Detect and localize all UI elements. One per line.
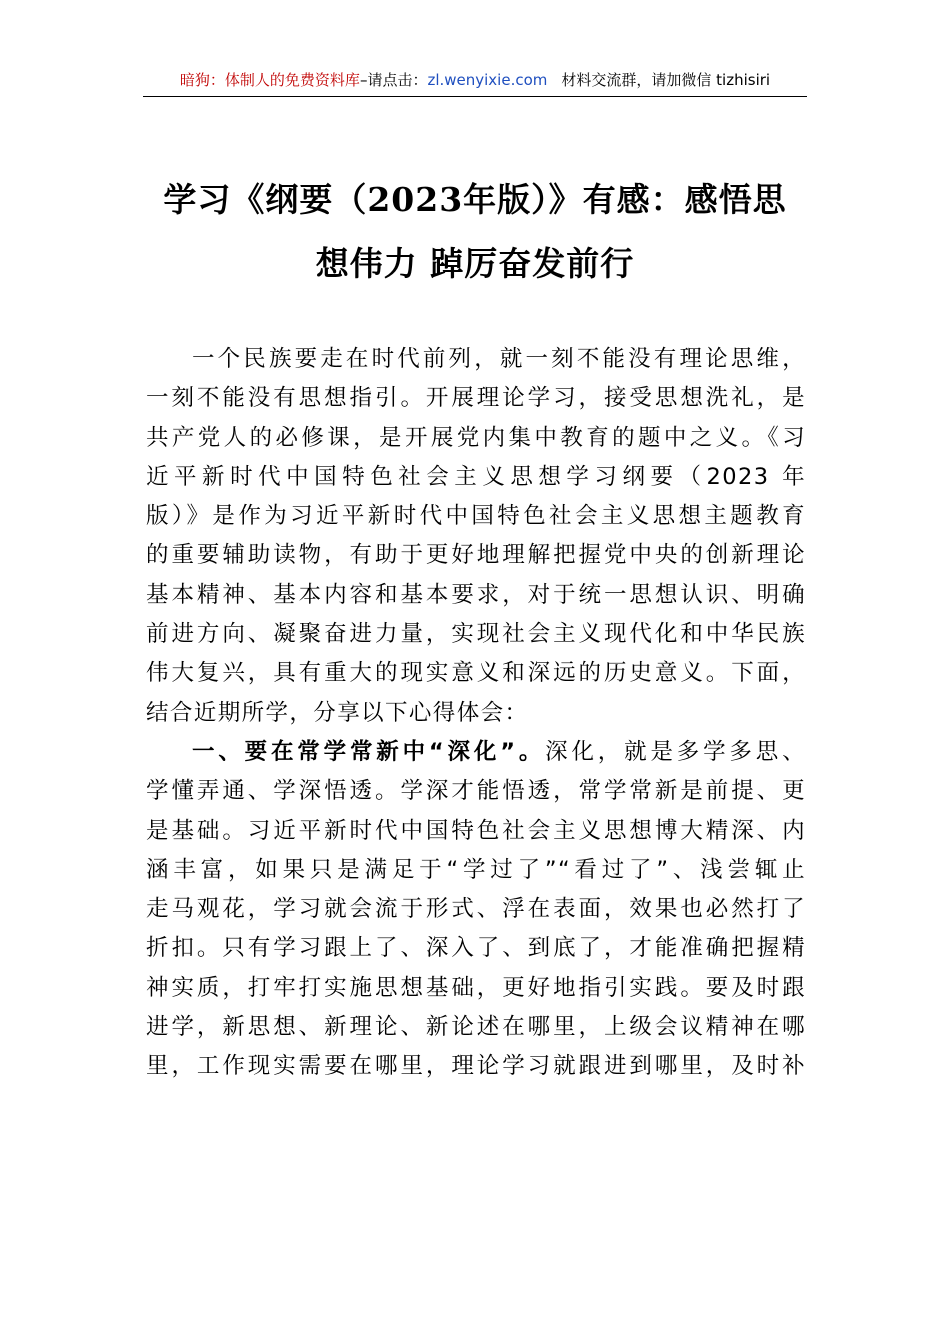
paragraph-intro: [146, 340, 806, 733]
header-link[interactable]: zl.wenyixie.com: [427, 71, 548, 89]
page-header: [143, 68, 807, 97]
text-line: 版）》是作为习近平新时代中国特色社会主义思想主题教育: [146, 503, 806, 530]
text-line: 折扣。只有学习跟上了、深入了、到底了，才能准确把握精: [146, 935, 806, 962]
text-line: 的重要辅助读物，有助于更好地理解把握党中央的创新理论: [146, 542, 806, 569]
text-line: 学懂弄通、学深悟透。学深才能悟透，常学常新是前提、更: [146, 778, 806, 805]
text-line: 前进方向、凝聚奋进力量，实现社会主义现代化和中华民族: [146, 621, 806, 648]
text-line: 基本精神、基本内容和基本要求，对于统一思想认识、明确: [146, 581, 806, 608]
text-line: 是基础。习近平新时代中国特色社会主义思想博大精深、内: [146, 817, 806, 844]
title-line-2: 想伟力 踔厉奋发前行: [315, 244, 635, 283]
text-line: 里，工作现实需要在哪里，理论学习就跟进到哪里，及时补: [146, 1053, 806, 1080]
document-title: [143, 168, 807, 296]
header-site-name: 暗狗：体制人的免费资料库: [179, 71, 360, 89]
text-line: [146, 733, 806, 772]
section-heading: 一、要在常学常新中“深化”。: [192, 738, 546, 765]
header-click-prompt: –请点击：: [359, 71, 428, 89]
text-line: 一刻不能没有思想指引。开展理论学习，接受思想洗礼，是: [146, 385, 806, 412]
text-line: 结合近期所学，分享以下心得体会：: [146, 699, 529, 726]
text-line: 共产党人的必修课，是开展党内集中教育的题中之义。《习: [146, 424, 806, 451]
header-wechat-note: 材料交流群，请加微信 tizhisiri: [561, 71, 771, 89]
title-line-1: 学习《纲要（2023年版）》有感：感悟思: [163, 180, 787, 219]
paragraph-section-one: [146, 733, 806, 1087]
text-line: 近平新时代中国特色社会主义思想学习纲要（2023 年: [146, 463, 806, 490]
text-line: 伟大复兴，具有重大的现实意义和深远的历史意义。下面，: [146, 660, 806, 687]
text-line: 神实质，打牢打实施思想基础，更好地指引实践。要及时跟: [146, 974, 806, 1001]
text-line: 一个民族要走在时代前列，就一刻不能没有理论思维，: [192, 346, 806, 372]
text-line: 涵丰富，如果只是满足于“学过了”“看过了”、浅尝辄止: [146, 856, 806, 883]
section-heading-rest: 深化，就是多学多思、: [545, 738, 806, 765]
document-body: [146, 340, 806, 1087]
text-line: 走马观花，学习就会流于形式、浮在表面，效果也必然打了: [146, 896, 806, 923]
text-line: 进学，新思想、新理论、新论述在哪里，上级会议精神在哪: [146, 1014, 806, 1041]
